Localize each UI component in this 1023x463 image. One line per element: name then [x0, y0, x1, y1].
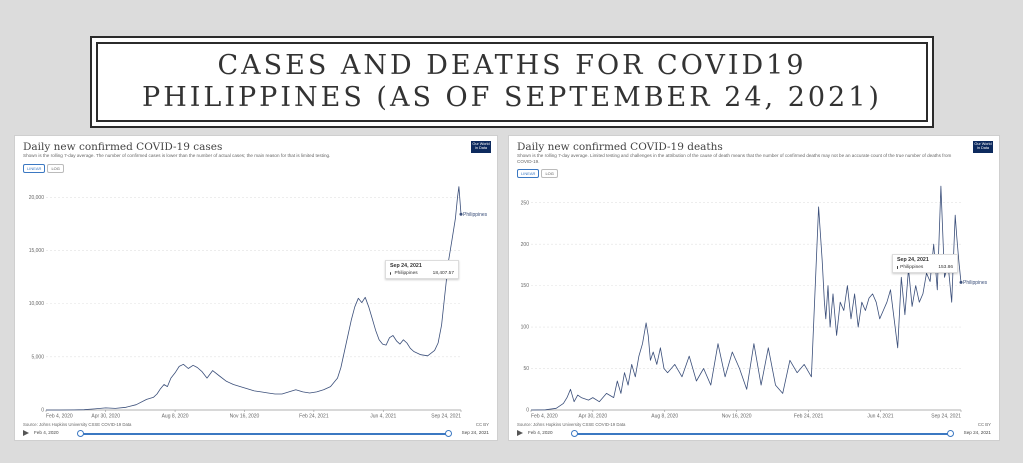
- license-note: CC BY: [977, 422, 991, 427]
- x-tick-label: Jun 4, 2021: [370, 413, 397, 420]
- x-tick-label: Apr 30, 2020: [91, 413, 121, 420]
- timeline-end-label: Sep 24, 2021: [461, 430, 489, 435]
- chart-title: Daily new confirmed COVID-19 deaths: [517, 141, 723, 153]
- tooltip-series-label: Philippines: [394, 271, 418, 276]
- cases-chart-panel: [14, 135, 498, 441]
- cases-plot-area: [15, 136, 499, 442]
- hover-tooltip: [385, 260, 459, 279]
- chart-subtitle: Shown is the rolling 7-day average. The number of confirmed cases is lower than the number of actual cases; the main reason for that is limited testing.: [23, 153, 331, 158]
- y-tick-label: 15,000: [28, 248, 44, 255]
- title-line-2: PHILIPPINES (AS OF SEPTEMBER 24, 2021): [142, 82, 882, 113]
- tooltip-series-dot: [390, 272, 391, 275]
- timeline-track[interactable]: [575, 433, 951, 435]
- x-tick-label: Aug 8, 2020: [161, 413, 189, 420]
- tooltip-date: Sep 24, 2021: [897, 257, 929, 263]
- y-tick-label: 0: [41, 407, 44, 414]
- y-tick-label: 150: [520, 283, 529, 290]
- tooltip-value: 18,407.57: [432, 271, 454, 276]
- play-icon[interactable]: [23, 430, 29, 436]
- timeline-end-handle[interactable]: [947, 430, 954, 437]
- y-tick-label: 20,000: [28, 194, 44, 201]
- chart-title: Daily new confirmed COVID-19 cases: [23, 141, 223, 153]
- x-tick-label: Nov 16, 2020: [721, 413, 752, 420]
- timeline-slider: [23, 429, 489, 438]
- title-line-1: CASES AND DEATHS FOR COVID19: [217, 50, 807, 81]
- series-line-philippines: [531, 186, 961, 410]
- y-tick-label: 100: [520, 324, 529, 331]
- deaths-plot-area: [509, 136, 1001, 442]
- deaths-chart-panel: [508, 135, 1000, 441]
- play-icon[interactable]: [517, 430, 523, 436]
- x-tick-label: Aug 8, 2020: [651, 413, 679, 420]
- presentation-title: [90, 36, 934, 128]
- source-note: Source: Johns Hopkins University CSSE COVID-19 Data: [23, 422, 132, 427]
- y-tick-label: 0: [526, 407, 529, 414]
- linear-button[interactable]: LINEAR: [517, 169, 539, 178]
- x-tick-label: Sep 24, 2021: [931, 413, 961, 420]
- x-tick-label: Feb 24, 2021: [299, 413, 329, 420]
- log-button[interactable]: LOG: [47, 164, 63, 173]
- source-note: Source: Johns Hopkins University CSSE COVID-19 Data: [517, 422, 626, 427]
- log-button[interactable]: LOG: [541, 169, 557, 178]
- timeline-start-handle[interactable]: [77, 430, 84, 437]
- y-tick-label: 250: [520, 200, 529, 207]
- linear-button[interactable]: LINEAR: [23, 164, 45, 173]
- series-end-label: Philippines: [963, 280, 988, 287]
- x-tick-label: Sep 24, 2021: [431, 413, 461, 420]
- chart-subtitle: Shown is the rolling 7-day average. Limited testing and challenges in the attribution of the cause of death means that the number of confirmed deaths may not be an accurate count of the true number of deaths from COVID-19.: [517, 153, 952, 164]
- tooltip-series-label: Philippines: [900, 265, 924, 270]
- timeline-track[interactable]: [81, 433, 449, 435]
- y-tick-label: 50: [523, 366, 529, 373]
- x-tick-label: Apr 30, 2020: [578, 413, 608, 420]
- x-tick-label: Nov 16, 2020: [229, 413, 260, 420]
- timeline-start-label: Feb 4, 2020: [528, 430, 553, 435]
- series-line-philippines: [46, 187, 461, 410]
- x-tick-label: Feb 4, 2020: [531, 413, 558, 420]
- timeline-start-handle[interactable]: [571, 430, 578, 437]
- timeline-end-label: Sep 24, 2021: [963, 430, 991, 435]
- x-tick-label: Feb 24, 2021: [793, 413, 824, 420]
- license-note: CC BY: [475, 422, 489, 427]
- timeline-slider: [517, 429, 991, 438]
- hover-tooltip: [892, 254, 958, 273]
- tooltip-date: Sep 24, 2021: [390, 263, 422, 269]
- y-tick-label: 200: [520, 241, 529, 248]
- series-end-label: Philippines: [463, 212, 488, 219]
- timeline-end-handle[interactable]: [445, 430, 452, 437]
- y-tick-label: 5,000: [31, 354, 44, 361]
- tooltip-value: 153.86: [938, 265, 953, 270]
- x-tick-label: Feb 4, 2020: [46, 413, 73, 420]
- timeline-start-label: Feb 4, 2020: [34, 430, 59, 435]
- y-tick-label: 10,000: [28, 301, 44, 308]
- owid-logo: Our World in Data: [973, 141, 993, 153]
- x-tick-label: Jun 4, 2021: [867, 413, 894, 420]
- owid-logo: Our World in Data: [471, 141, 491, 153]
